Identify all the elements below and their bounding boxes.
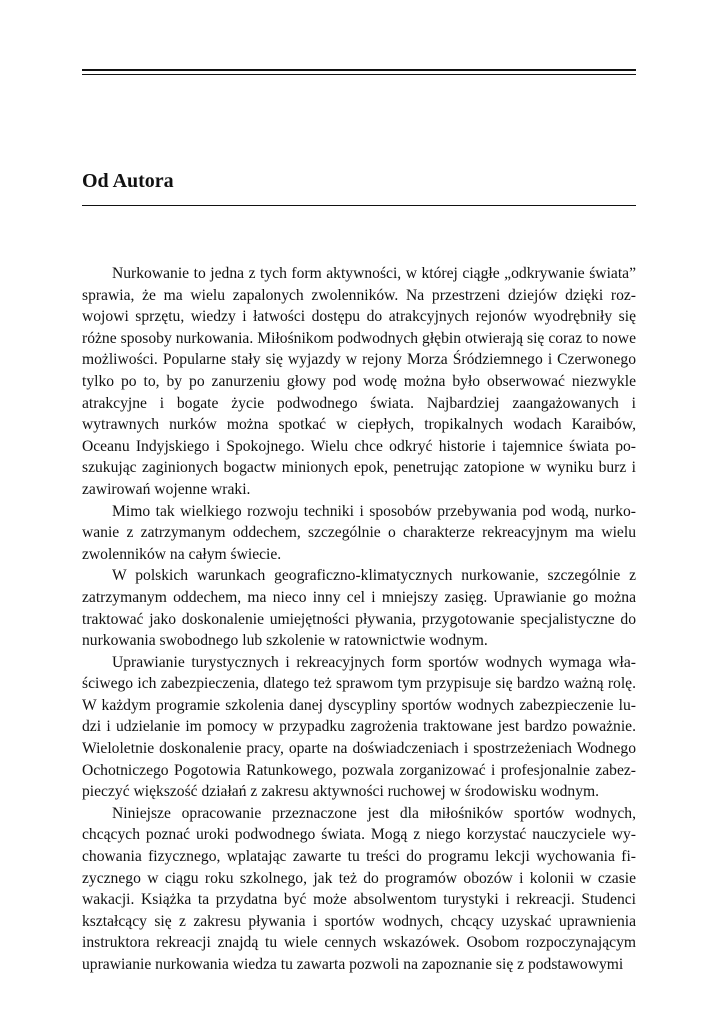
header-rule-thick [82, 69, 636, 71]
paragraph: W polskich warunkach geograficzno-klimatycznych nurkowanie, szczególnie z zatrzymanym oddechem, ma nieco inny cel i mniejszy zasięg. Uprawianie go można traktować jako doskonalenie umiejętności pływania, przygotowanie specjalistyczne do nurkowania swobodnego lub szkolenie w ratownictwie wodnym. [82, 567, 636, 650]
paragraph: Nurkowanie to jedna z tych form aktywności, w której ciągłe „odkrywanie świata” sprawia, że ma wielu zapalonych zwolenników. Na przestrzeni dziejów dzięki rozwojowi sprzętu, wiedzy i łatwości dostępu do atrakcyjnych rejonów wyodrębniły się różne sposoby nurkowania. Miłośnikom podwodnych głębin otwierają się coraz to nowe możliwości. Popularne stały się wyjazdy w rejony Morza Śródziemnego i Czerwonego tylko po to, by po zanurzeniu głowy pod wodę można było obserwować niezwykle atrakcyjne i bogate życie podwodnego świata. Najbardziej zaangażowanych i wytrawnych nurków można spotkać w ciepłych, tropikalnych wodach Karaibów, Oceanu Indyjskiego i Spokojnego. Wielu chce odkryć historie i tajemnice świata poszukując zaginionych bogactw minionych epok, penetrując zatopione w wyniku burz i zawirowań wojenne wraki. [82, 265, 636, 498]
paragraph: Mimo tak wielkiego rozwoju techniki i sposobów przebywania pod wodą, nurkowanie z zatrzymanym oddechem, szczególnie o charakterze rekreacyjnym ma wielu zwolenników na całym świecie. [82, 502, 636, 563]
paragraph: Niniejsze opracowanie przeznaczone jest dla miłośników sportów wodnych, chcących poznać uroki podwodnego świata. Mogą z niego korzystać nauczyciele wychowania fizycznego, wplatając zawarte tu treści do programu lekcji wychowania fizycznego w ciągu roku szkolnego, jak też do programów obozów i kolonii w czasie wakacji. Książka ta przydatna być może absolwentom turystyki i rekreacji. Studenci kształcący się z zakresu pływania i sportów wodnych, chcący uzyskać uprawnienia instruktora rekreacji znajdą tu wiele cennych wskazówek. Osobom rozpoczynającym uprawianie nurkowania wiedza tu zawarta pozwoli na zapoznanie się z podstawowymi [82, 804, 636, 973]
paragraph: Uprawianie turystycznych i rekreacyjnych form sportów wodnych wymaga właściwego ich zabezpieczenia, dlatego też sprawom tym przypisuje się bardzo ważną rolę. W każdym programie szkolenia danej dyscypliny sportów wodnych zabezpieczenie ludzi i udzielanie im pomocy w przypadku zagrożenia traktowane jest bardzo poważnie. Wieloletnie doskonalenie pracy, oparte na doświadczeniach i spostrzeżeniach Wodnego Ochotniczego Pogotowia Ratunkowego, pozwala zorganizować i profesjonalnie zabezpieczyć większość działań z zakresu aktywności ruchowej w środowisku wodnym. [82, 653, 636, 801]
title-underline-rule [82, 205, 636, 206]
chapter-title: Od Autora [82, 170, 174, 192]
header-rule-thin [82, 74, 636, 75]
body-text [82, 263, 636, 976]
